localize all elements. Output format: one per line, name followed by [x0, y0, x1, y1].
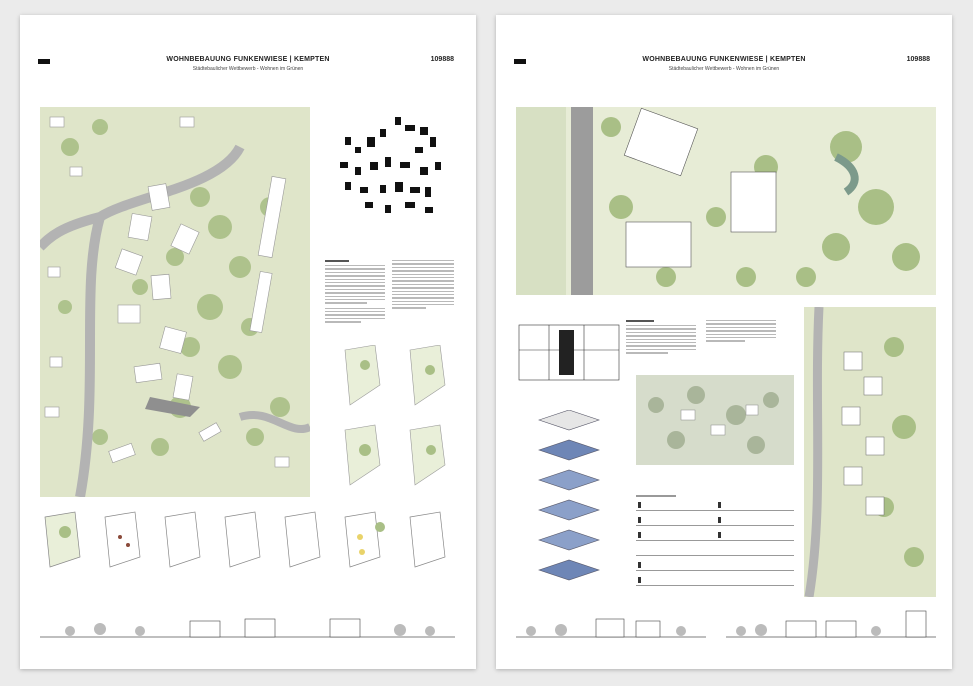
side-plan — [804, 307, 936, 597]
text-column-2 — [392, 260, 454, 311]
poster-right — [496, 15, 952, 669]
poster-left — [20, 15, 476, 669]
aerial-view — [636, 375, 794, 465]
text-column-1 — [325, 260, 385, 325]
concept-diagrams — [335, 345, 455, 495]
exploded-axonometry — [514, 410, 624, 600]
site-plan — [40, 107, 310, 497]
text-column-2 — [706, 320, 776, 344]
poster-title: WOHNBEBAUUNG FUNKENWIESE | KEMPTEN — [166, 56, 330, 63]
text-heading — [325, 260, 349, 262]
text-heading — [626, 320, 654, 322]
poster-subtitle: Städtebaulicher Wettbewerb - Wohnen im Grünen — [668, 66, 780, 72]
section-a — [516, 607, 706, 647]
detail-plan — [516, 107, 936, 295]
poster-subtitle: Städtebaulicher Wettbewerb - Wohnen im Grünen — [192, 66, 304, 72]
detail-plan-drawing — [516, 107, 936, 295]
massing-plan-drawing — [325, 107, 455, 227]
massing-plan — [325, 107, 455, 227]
section-b — [726, 607, 936, 647]
entry-number: 109888 — [430, 56, 454, 63]
site-plan-drawing — [40, 107, 310, 497]
entry-number: 109888 — [906, 56, 930, 63]
unit-mix-table — [636, 490, 794, 600]
text-column-1 — [626, 320, 696, 356]
site-section — [40, 607, 455, 647]
floor-plan — [514, 320, 624, 390]
aerial-view-drawing — [636, 375, 794, 465]
concept-sketch-strip — [40, 507, 455, 577]
side-plan-drawing — [804, 307, 936, 597]
poster-title: WOHNBEBAUUNG FUNKENWIESE | KEMPTEN — [642, 56, 806, 63]
